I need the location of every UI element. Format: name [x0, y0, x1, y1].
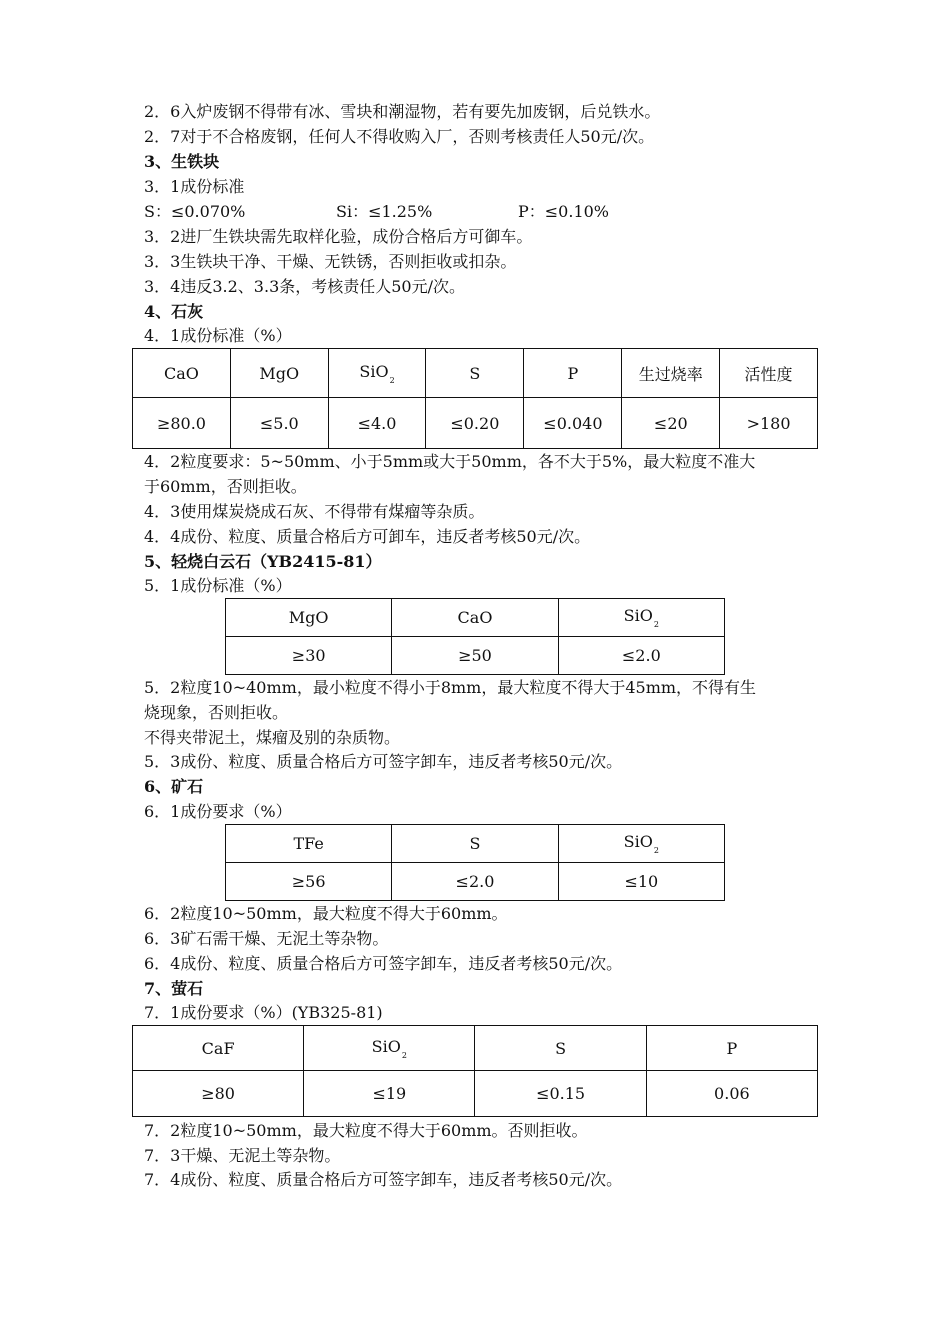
table-header-cell: S — [475, 1026, 646, 1071]
table-cell: >180 — [720, 398, 818, 449]
dolomite-composition-table — [225, 598, 725, 675]
table-header-row — [226, 599, 725, 637]
clause-5-2-a: 5．2粒度10~40mm，最小粒度不得小于8mm，最大粒度不得大于45mm，不得有生 — [144, 678, 757, 697]
clause-6-4: 6．4成份、粒度、质量合格后方可签字卸车，违反者考核50元/次。 — [144, 954, 623, 973]
table-header-cell: MgO — [226, 599, 392, 637]
table-header-cell: 生过烧率 — [622, 349, 720, 398]
clause-5-2-b: 烧现象，否则拒收。 — [144, 703, 289, 722]
table-cell: ≤2.0 — [558, 637, 724, 675]
clause-5-1: 5．1成份标准（%） — [144, 576, 292, 595]
clause-3-3: 3．3生铁块干净、干燥、无铁锈，否则拒收或扣杂。 — [144, 252, 517, 271]
section-4-heading: 4、石灰 — [144, 302, 204, 321]
table-row — [226, 863, 725, 901]
clause-7-3: 7．3干燥、无泥土等杂物。 — [144, 1146, 341, 1165]
clause-3-2: 3．2进厂生铁块需先取样化验，成份合格后方可御车。 — [144, 227, 533, 246]
clause-4-2-b: 于60mm，否则拒收。 — [144, 477, 307, 496]
clause-4-3: 4．3使用煤炭烧成石灰、不得带有煤瘤等杂质。 — [144, 502, 485, 521]
clause-4-1: 4．1成份标准（%） — [144, 326, 292, 345]
table-header-cell: TFe — [226, 825, 392, 863]
clause-5-2-c: 不得夹带泥土，煤瘤及别的杂质物。 — [144, 728, 401, 747]
table-cell: ≥56 — [226, 863, 392, 901]
section-6-heading: 6、矿石 — [144, 777, 204, 796]
section-7-heading: 7、萤石 — [144, 979, 204, 998]
clause-6-2: 6．2粒度10~50mm，最大粒度不得大于60mm。 — [144, 904, 508, 923]
table-cell: ≤0.040 — [524, 398, 622, 449]
table-cell: 0.06 — [646, 1071, 817, 1117]
clause-5-3: 5．3成份、粒度、质量合格后方可签字卸车，违反者考核50元/次。 — [144, 752, 623, 771]
table-header-cell: 活性度 — [720, 349, 818, 398]
table-header-cell: P — [646, 1026, 817, 1071]
table-cell: ≤19 — [304, 1071, 475, 1117]
table-cell: ≤10 — [558, 863, 724, 901]
table-header-cell: P — [524, 349, 622, 398]
table-cell: ≤0.15 — [475, 1071, 646, 1117]
ore-composition-table — [225, 824, 725, 901]
table-header-cell: CaO — [133, 349, 231, 398]
table-header-cell: SiO$_2$ — [328, 349, 426, 398]
clause-2-6: 2．6入炉废钢不得带有冰、雪块和潮湿物，若有要先加废钢，后兑铁水。 — [144, 102, 661, 121]
table-header-cell: SiO$_2$ — [558, 825, 724, 863]
table-cell: ≤0.20 — [426, 398, 524, 449]
table-row — [133, 398, 818, 449]
clause-3-4: 3．4违反3.2、3.3条，考核责任人50元/次。 — [144, 277, 466, 296]
clause-4-2-a: 4．2粒度要求：5~50mm、小于5mm或大于50mm，各不大于5%，最大粒度不准大 — [144, 452, 756, 471]
lime-composition-table — [132, 348, 818, 449]
pig-iron-si-limit: Si：≤1.25% — [336, 202, 433, 221]
table-header-row — [133, 1026, 818, 1071]
table-header-cell: S — [426, 349, 524, 398]
clause-7-4: 7．4成份、粒度、质量合格后方可签字卸车，违反者考核50元/次。 — [144, 1170, 623, 1189]
pig-iron-s-limit: S：≤0.070% — [144, 202, 246, 221]
table-cell: ≥80.0 — [133, 398, 231, 449]
table-header-cell: SiO$_2$ — [304, 1026, 475, 1071]
clause-2-7: 2．7对于不合格废钢，任何人不得收购入厂，否则考核责任人50元/次。 — [144, 127, 655, 146]
table-row — [226, 637, 725, 675]
table-header-cell: CaF — [133, 1026, 304, 1071]
table-cell: ≥80 — [133, 1071, 304, 1117]
table-header-cell: CaO — [392, 599, 558, 637]
table-row — [133, 1071, 818, 1117]
table-cell: ≥50 — [392, 637, 558, 675]
clause-3-1: 3．1成份标准 — [144, 177, 245, 196]
clause-7-1: 7．1成份要求（%）(YB325-81) — [144, 1003, 383, 1022]
clause-6-1: 6．1成份要求（%） — [144, 802, 292, 821]
table-header-row — [133, 349, 818, 398]
fluorite-composition-table — [132, 1025, 818, 1117]
table-cell: ≤20 — [622, 398, 720, 449]
table-cell: ≥30 — [226, 637, 392, 675]
table-header-cell: SiO$_2$ — [558, 599, 724, 637]
clause-4-4: 4．4成份、粒度、质量合格后方可卸车，违反者考核50元/次。 — [144, 527, 591, 546]
pig-iron-standard-row — [144, 202, 609, 222]
clause-6-3: 6．3矿石需干燥、无泥土等杂物。 — [144, 929, 389, 948]
table-header-cell: MgO — [230, 349, 328, 398]
section-5-heading: 5、轻烧白云石（YB2415-81） — [144, 552, 382, 571]
section-3-heading: 3、生铁块 — [144, 152, 220, 171]
table-cell: ≤4.0 — [328, 398, 426, 449]
table-header-row — [226, 825, 725, 863]
clause-7-2: 7．2粒度10~50mm，最大粒度不得大于60mm。否则拒收。 — [144, 1121, 588, 1140]
table-cell: ≤2.0 — [392, 863, 558, 901]
table-cell: ≤5.0 — [230, 398, 328, 449]
pig-iron-p-limit: P：≤0.10% — [518, 202, 610, 221]
table-header-cell: S — [392, 825, 558, 863]
